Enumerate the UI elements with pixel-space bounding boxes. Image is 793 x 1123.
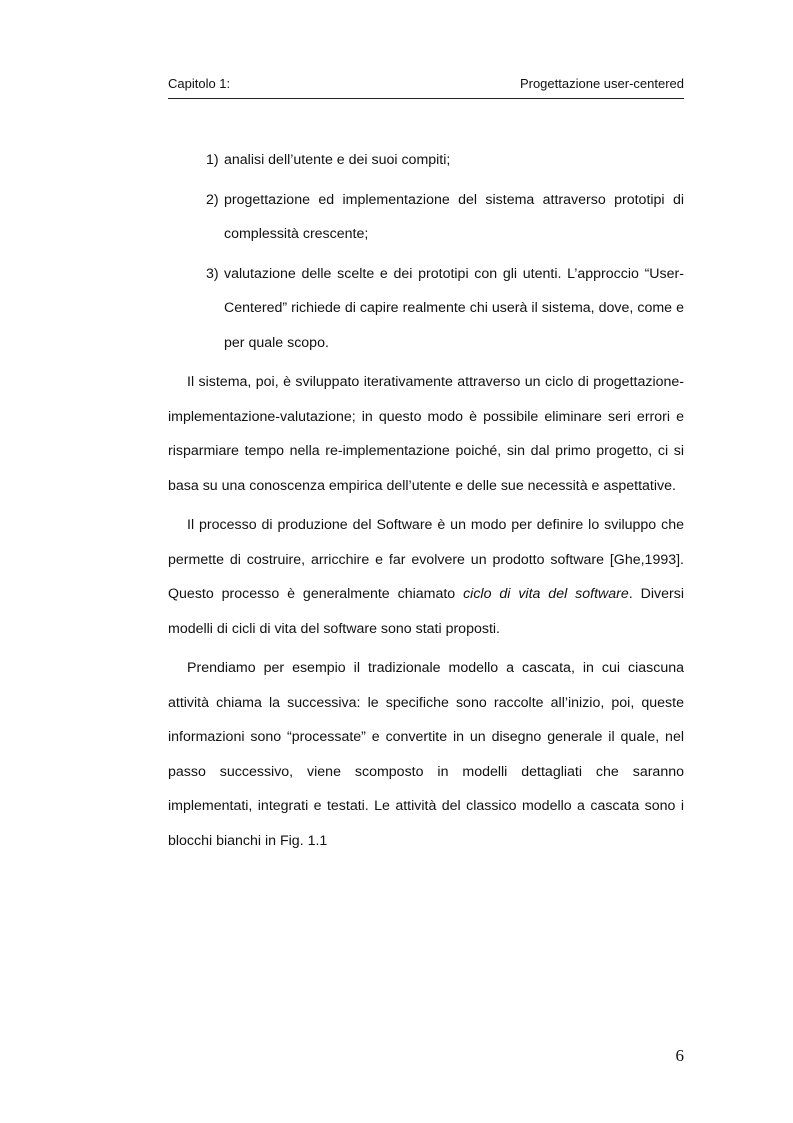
chapter-label: Capitolo 1: bbox=[168, 76, 231, 91]
page-body bbox=[168, 143, 684, 863]
list-number: 2) bbox=[206, 191, 219, 208]
list-item bbox=[168, 183, 684, 252]
list-item bbox=[168, 143, 684, 178]
section-title: Progettazione user-centered bbox=[519, 76, 684, 91]
list-item bbox=[168, 257, 684, 361]
paragraph-text: Il processo di produzione del Software è un modo per definire lo sviluppo che permette di costruire, arricchire e far evolvere un prodotto software [Ghe,1993]. Questo processo è generalmente chiamato bbox=[168, 517, 684, 602]
paragraph-text: . Diversi modelli di cicli di vita del software sono stati proposti. bbox=[168, 586, 684, 637]
italic-term: ciclo di vita del software bbox=[463, 586, 629, 602]
list-text: valutazione delle scelte e dei prototipi con gli utenti. L’approccio “User-Centered” richiede di capire realmente chi userà il sistema, dove, come e per quale scopo. bbox=[224, 265, 684, 351]
page-number: 6 bbox=[675, 1046, 684, 1065]
paragraph-software-process bbox=[168, 508, 684, 646]
numbered-list bbox=[168, 143, 684, 360]
running-header bbox=[168, 74, 684, 99]
list-number: 1) bbox=[206, 152, 219, 168]
list-text: progettazione ed implementazione del sistema attraverso prototipi di complessità crescente; bbox=[224, 191, 684, 242]
list-number: 3) bbox=[206, 265, 219, 282]
paragraph-waterfall-model: Prendiamo per esempio il tradizionale modello a cascata, in cui ciascuna attività chiama la successiva: le specifiche sono raccolte all’inizio, poi, queste informazioni sono “processate” e convertite in un disegno generale il quale, nel passo successivo, viene scomposto in modelli dettagliati che saranno implementati, integrati e testati. Le attività del classico modello a cascata sono i blocchi bianchi in Fig. 1.1 bbox=[168, 660, 684, 849]
list-text: analisi dell’utente e dei suoi compiti; bbox=[224, 152, 451, 168]
paragraph-iterative-cycle: Il sistema, poi, è sviluppato iterativamente attraverso un ciclo di progettazione-implementazione-valutazione; in questo modo è possibile eliminare seri errori e risparmiare tempo nella re-implementazione poiché, sin dal primo progetto, ci si basa su una conoscenza empirica dell’utente e delle sue necessità e aspettative. bbox=[168, 374, 684, 494]
